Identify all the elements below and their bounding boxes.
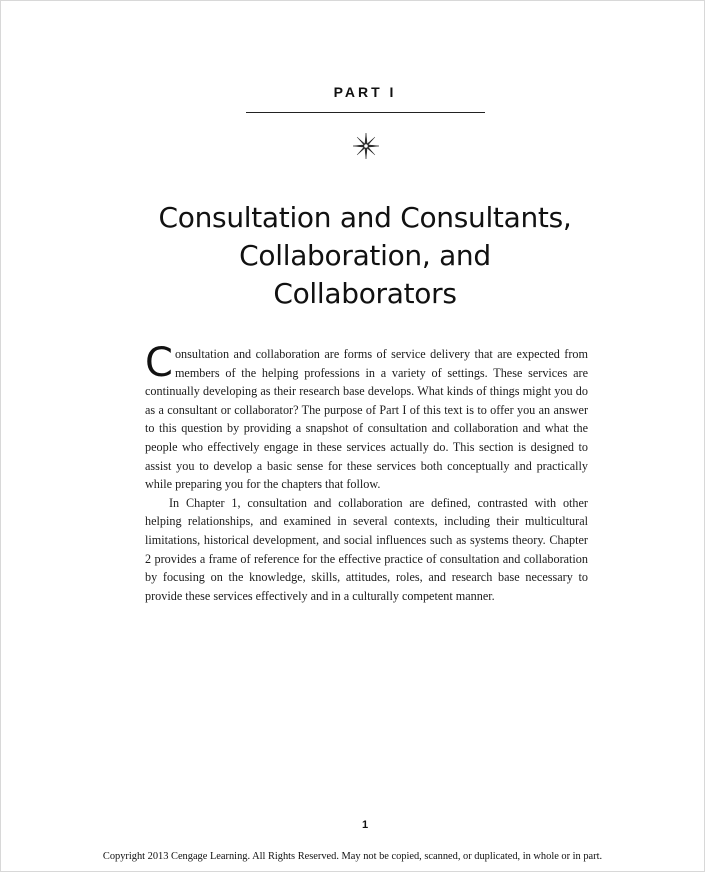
- body-text: [145, 340, 588, 605]
- title-line-1: Consultation and Consultants,: [158, 201, 572, 234]
- page-title: [110, 199, 620, 313]
- drop-cap: C: [145, 340, 173, 386]
- paragraph-1: [145, 340, 588, 494]
- compass-star-icon: [353, 133, 379, 159]
- copyright-notice: Copyright 2013 Cengage Learning. All Rights Reserved. May not be copied, scanned, or duplicated, in whole or in part.: [102, 851, 603, 862]
- title-line-2: Collaboration, and: [239, 239, 491, 272]
- part-label: PART I: [333, 84, 397, 100]
- paragraph-1-text: onsultation and collaboration are forms of service delivery that are expected from members of the helping professions in a variety of settings. These services are continually developing as their research base develops. What kinds of things might you do as a consultant or collaborator? The purpose of Part I of this text is to offer you an answer to this question by providing a snapshot of consultation and collaboration and what the people who effectively engage in these services actually do. This section is designed to assist you to develop a basic sense for these services both conceptually and practically while preparing you for the chapters that follow.: [145, 347, 588, 492]
- page-number: 1: [361, 819, 369, 831]
- part-divider-rule: [246, 112, 485, 113]
- paragraph-2: In Chapter 1, consultation and collaboration are defined, contrasted with other helping relationships, and examined in several contexts, including their multicultural limitations, historical development, and social influences such as systems theory. Chapter 2 provides a frame of reference for the effective practice of consultation and collaboration by focusing on the knowledge, skills, attitudes, roles, and research base necessary to provide these services effectively and in a culturally competent manner.: [145, 495, 588, 603]
- title-line-3: Collaborators: [273, 277, 457, 310]
